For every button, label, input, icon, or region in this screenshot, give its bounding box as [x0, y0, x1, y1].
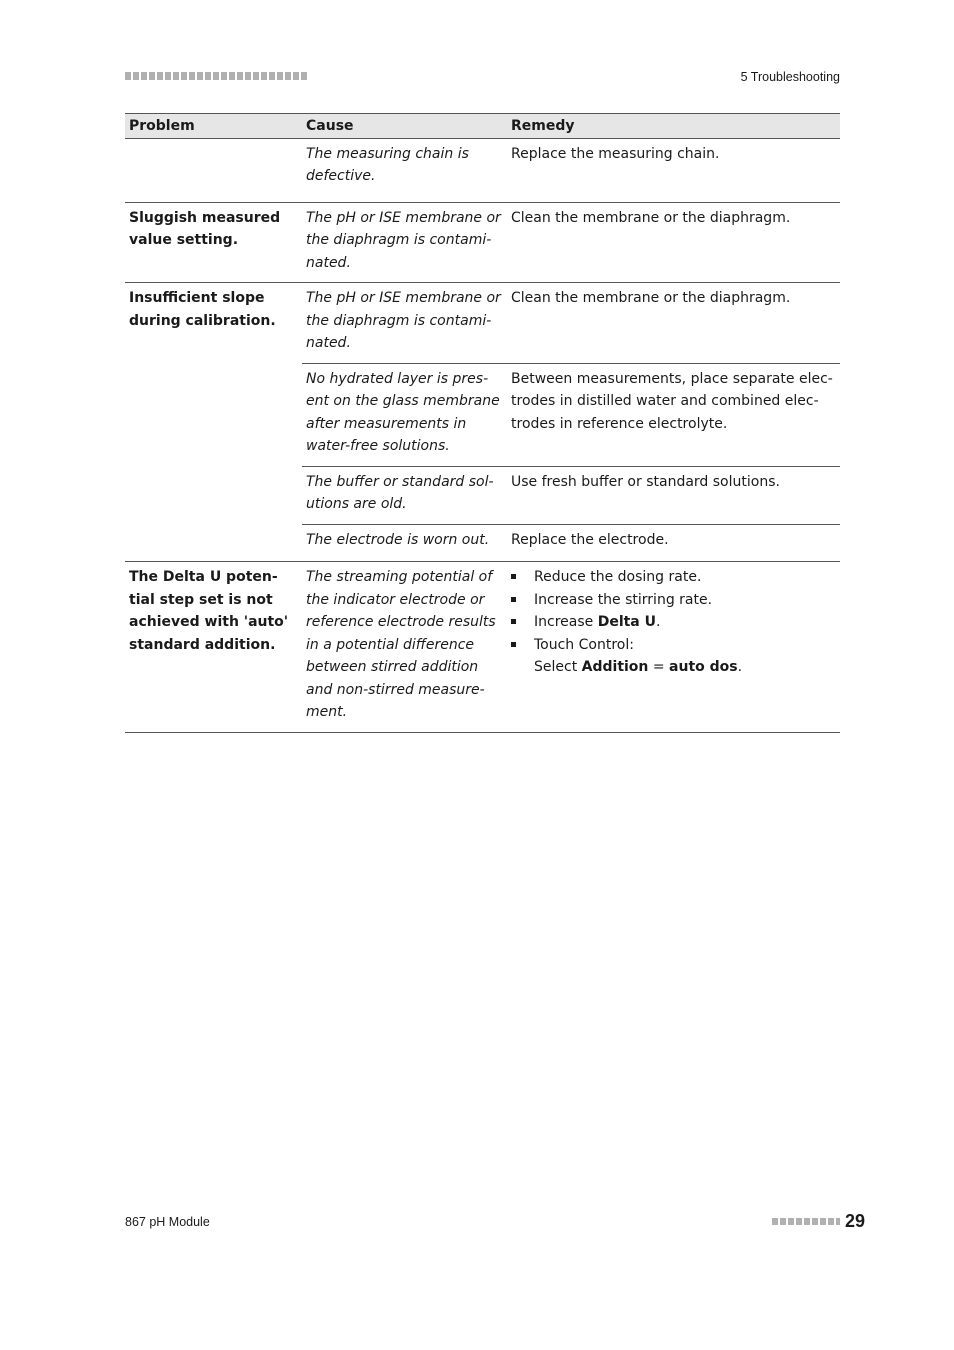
header-decoration — [125, 72, 307, 80]
remedy-text: Increase the stirring rate. — [534, 591, 713, 608]
problem-cell: Sluggish measured value setting. — [125, 202, 302, 283]
list-item — [511, 634, 836, 679]
page-number: 29 — [845, 1211, 866, 1231]
list-item — [511, 566, 836, 589]
remedy-cell — [507, 562, 840, 733]
column-header-remedy: Remedy — [507, 114, 840, 139]
remedy-cell: Replace the measuring chain. — [507, 138, 840, 202]
table-header-row — [125, 114, 840, 139]
table-row — [125, 202, 840, 283]
cause-cell: The electrode is worn out. — [302, 524, 507, 562]
column-header-cause: Cause — [302, 114, 507, 139]
problem-cell: The Delta U poten-tial step set is not achieved with 'auto' standard addition. — [125, 562, 302, 733]
cause-cell: The streaming potential of the indicator electrode or reference electrode results in a potential difference between stirred addition and non-stirred measure-ment. — [302, 562, 507, 733]
remedy-list — [511, 566, 836, 679]
list-item — [511, 611, 836, 634]
list-item — [511, 589, 836, 612]
column-header-problem: Problem — [125, 114, 302, 139]
problem-cell: Insufficient slope during calibration. — [125, 283, 302, 562]
cause-cell: The buffer or standard sol-utions are old. — [302, 466, 507, 524]
cause-cell: No hydrated layer is pres-ent on the glass membrane after measurements in water-free solutions. — [302, 363, 507, 466]
table-row — [125, 283, 840, 364]
remedy-cell: Clean the membrane or the diaphragm. — [507, 283, 840, 364]
cause-cell: The measuring chain is defective. — [302, 138, 507, 202]
remedy-text: Reduce the dosing rate. — [534, 569, 702, 585]
table-row — [125, 138, 840, 202]
remedy-text: Increase — [534, 614, 598, 630]
remedy-text: . — [737, 659, 743, 675]
remedy-text: Touch Control: — [534, 636, 634, 653]
remedy-cell: Between measurements, place separate elec-trodes in distilled water and combined elec-trodes in reference electrolyte. — [507, 363, 840, 466]
table-row — [125, 562, 840, 733]
footer-decoration — [772, 1218, 840, 1225]
remedy-emphasis: Addition — [581, 659, 649, 675]
cause-cell: The pH or ISE membrane or the diaphragm is contami-nated. — [302, 202, 507, 283]
remedy-cell: Clean the membrane or the diaphragm. — [507, 202, 840, 283]
remedy-emphasis: Delta U — [597, 614, 656, 630]
remedy-cell: Replace the electrode. — [507, 524, 840, 562]
problem-cell — [125, 138, 302, 202]
troubleshooting-table — [125, 113, 840, 733]
cause-cell: The pH or ISE membrane or the diaphragm is contami-nated. — [302, 283, 507, 364]
remedy-text: Select — [534, 659, 582, 675]
remedy-text: . — [656, 614, 661, 630]
remedy-emphasis: auto dos — [669, 659, 738, 675]
section-title: 5 Troubleshooting — [740, 70, 840, 84]
product-name: 867 pH Module — [125, 1215, 210, 1229]
remedy-text: = — [648, 659, 670, 675]
remedy-cell: Use fresh buffer or standard solutions. — [507, 466, 840, 524]
